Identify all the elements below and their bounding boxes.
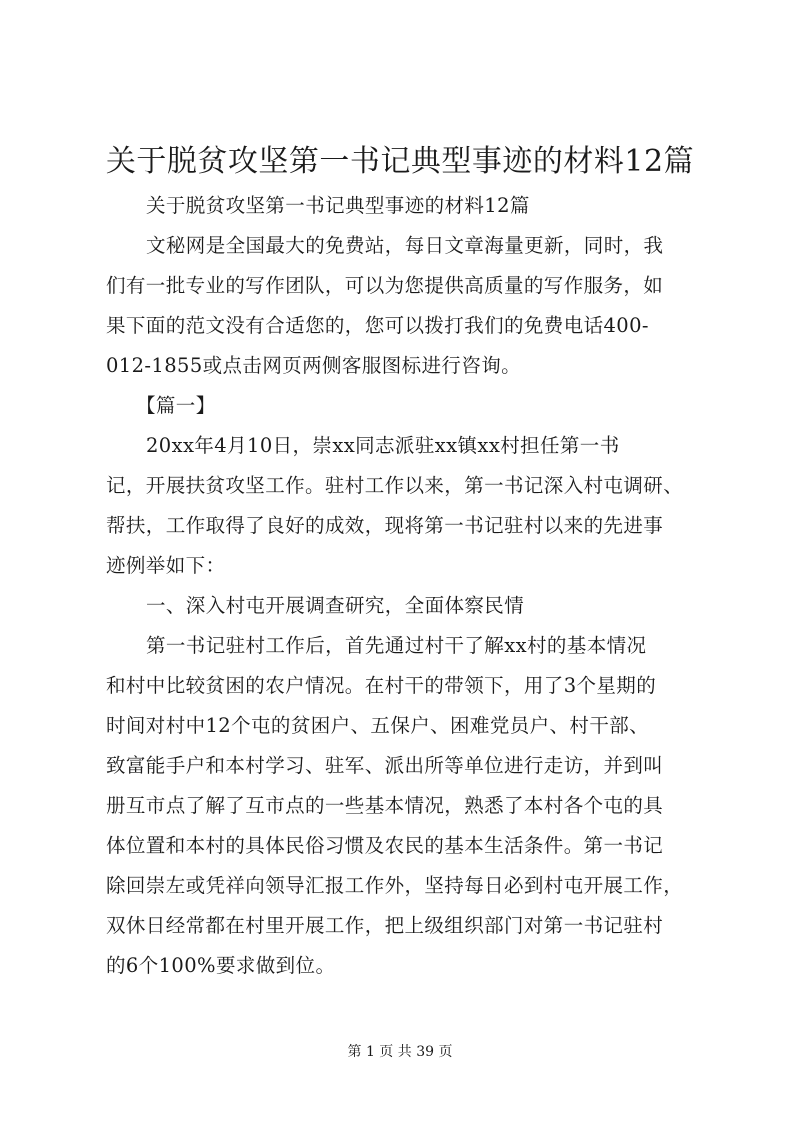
body-line: 时间对村中12个屯的贫困户、五保户、困难党员户、村干部、 bbox=[106, 714, 650, 737]
body-line: 文秘网是全国最大的免费站，每日文章海量更新，同时，我 bbox=[146, 234, 664, 257]
body-line: 的6个100%要求做到位。 bbox=[106, 954, 336, 977]
body-line: 20xx年4月10日，崇xx同志派驻xx镇xx村担任第一书 bbox=[146, 434, 620, 457]
document-body bbox=[106, 186, 700, 986]
section-heading: 【篇一】 bbox=[136, 394, 216, 417]
subsection-heading: 一、深入村屯开展调查研究，全面体察民情 bbox=[146, 594, 525, 617]
body-line: 第一书记驻村工作后，首先通过村干了解xx村的基本情况 bbox=[146, 634, 647, 657]
body-line: 果下面的范文没有合适您的，您可以拨打我们的免费电话400- bbox=[106, 314, 649, 337]
body-line: 们有一批专业的写作团队，可以为您提供高质量的写作服务，如 bbox=[106, 274, 664, 297]
page-footer: 第 1 页 共 39 页 bbox=[347, 1044, 453, 1060]
body-line: 致富能手户和本村学习、驻军、派出所等单位进行走访，并到叫 bbox=[106, 754, 664, 777]
body-line: 记，开展扶贫攻坚工作。驻村工作以来，第一书记深入村屯调研、 bbox=[106, 474, 684, 497]
body-line: 双休日经常都在村里开展工作，把上级组织部门对第一书记驻村 bbox=[106, 914, 664, 937]
body-line: 帮扶，工作取得了良好的成效，现将第一书记驻村以来的先进事 bbox=[106, 514, 664, 537]
body-line: 迹例举如下： bbox=[106, 554, 226, 577]
body-line: 和村中比较贫困的农户情况。在村干的带领下，用了3个星期的 bbox=[106, 674, 657, 697]
body-line: 体位置和本村的具体民俗习惯及农民的基本生活条件。第一书记 bbox=[106, 834, 664, 857]
document-title: 关于脱贫攻坚第一书记典型事迹的材料12篇 bbox=[105, 144, 695, 179]
body-line: 012-1855或点击网页两侧客服图标进行咨询。 bbox=[106, 354, 522, 377]
body-line: 册互市点了解了互市点的一些基本情况，熟悉了本村各个屯的具 bbox=[106, 794, 664, 817]
body-line: 关于脱贫攻坚第一书记典型事迹的材料12篇 bbox=[146, 194, 530, 217]
body-line: 除回崇左或凭祥向领导汇报工作外，坚持每日必到村屯开展工作， bbox=[106, 874, 684, 897]
